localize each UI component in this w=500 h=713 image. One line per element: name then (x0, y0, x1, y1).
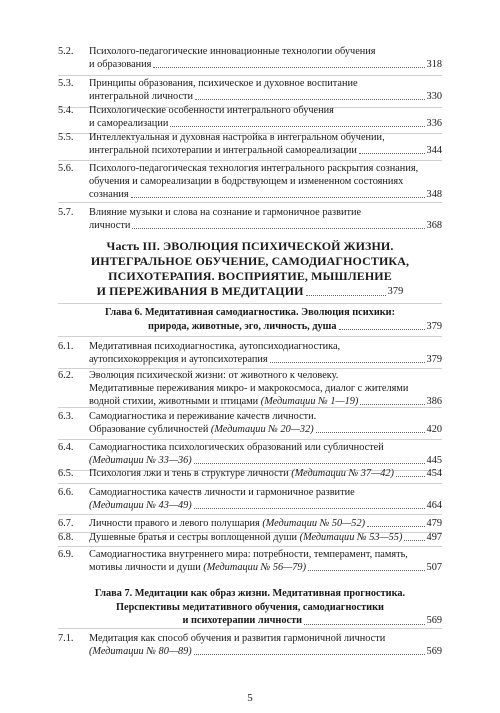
leader-dots (194, 454, 425, 464)
entry-title-cont: Образование субличностей (89, 424, 209, 435)
toc-entry[interactable] (58, 340, 442, 368)
chapter-page: 379 (426, 320, 442, 332)
entry-title-cont: мотивы личности и души (89, 562, 201, 573)
entry-page: 569 (426, 646, 442, 657)
entry-title: Личности правого и левого полушария (89, 518, 260, 529)
entry-title: Психологические особенности интегрального обучения (89, 105, 334, 116)
toc-entry[interactable] (58, 517, 442, 532)
entry-title: Принципы образования, психическое и духовное воспитание (89, 78, 358, 89)
page-number: 5 (247, 692, 253, 704)
leader-dots (304, 614, 424, 625)
entry-number: 6.3. (58, 411, 74, 422)
entry-number: 5.4. (58, 105, 74, 116)
leader-dots (306, 295, 386, 296)
chapter-page: 569 (426, 615, 443, 626)
entry-title-cont: аутопсихокоррекция и аутопсихотерапия (89, 354, 268, 365)
toc-entry[interactable] (58, 531, 442, 546)
entry-page: 386 (426, 396, 442, 407)
entry-title: Интеллектуальная и духовная настройка в интегральном обучении, (89, 132, 385, 143)
part-heading[interactable] (58, 239, 442, 299)
entry-number: 5.5. (58, 132, 74, 143)
entry-page: 344 (426, 145, 442, 156)
meditation-range: (Медитации № 1—19) (260, 396, 359, 407)
entry-title: Влияние музыки и слова на сознание и гармоничное развитие (89, 207, 362, 218)
divider (58, 75, 442, 76)
leader-dots (316, 423, 425, 433)
entry-title-cont: и самореализации (89, 118, 169, 129)
entry-title: Самодиагностика качеств личности и гармоничное развитие (89, 487, 355, 498)
leader-dots (339, 320, 425, 331)
part-page: 379 (387, 286, 404, 297)
divider (58, 628, 442, 629)
entry-title: Психолого-педагогическая технология интегрального раскрытия сознания, (89, 163, 419, 174)
divider (58, 407, 442, 408)
meditation-range: (Медитации № 43—49) (89, 500, 192, 511)
divider (58, 303, 442, 304)
leader-dots (396, 467, 425, 477)
entry-title: Эволюция психической жизни: от животного к человеку. (89, 370, 339, 381)
meditation-range: (Медитации № 56—79) (203, 562, 307, 573)
divider (58, 483, 442, 484)
toc-entry[interactable] (58, 467, 442, 482)
chapter-title-line: Глава 7. Медитации как образ жизни. Медитативная прогностика. (94, 588, 406, 599)
divider (58, 439, 442, 440)
meditation-range: (Медитации № 33—36) (89, 455, 192, 466)
entry-page: 445 (426, 455, 442, 466)
entry-page: 379 (426, 354, 442, 365)
leader-dots (308, 561, 425, 571)
leader-dots (360, 395, 424, 405)
entry-title: Психология лжи и тень в структуре личности (89, 468, 289, 479)
entry-page: 336 (426, 118, 442, 129)
entry-number: 6.8. (58, 532, 74, 543)
entry-number: 6.9. (58, 549, 74, 560)
meditation-range: (Медитации № 50—52) (262, 518, 366, 529)
leader-dots (359, 144, 425, 154)
part-title-line: Часть III. ЭВОЛЮЦИЯ ПСИХИЧЕСКОЙ ЖИЗНИ. (106, 239, 394, 253)
entry-title: Душевные братья и сестры воплощенной души (89, 532, 298, 543)
leader-dots (195, 90, 425, 100)
leader-dots (194, 645, 425, 655)
divider (58, 336, 442, 337)
entry-title: Самодиагностика внутреннего мира: потребности, темперамент, память, (89, 549, 408, 560)
toc-entry[interactable] (58, 441, 442, 469)
toc-entry[interactable] (58, 104, 442, 132)
chapter-title-line: Перспективы медитативного обучения, самодиагностики (116, 601, 384, 613)
entry-page: 420 (426, 424, 442, 435)
entry-title-cont: и образования (89, 59, 152, 70)
entry-number: 6.6. (58, 487, 74, 498)
entry-page: 348 (426, 189, 442, 200)
chapter-title-line: Глава 6. Медитативная самодиагностика. Эволюция психики: (104, 307, 396, 318)
leader-dots (132, 219, 424, 229)
entry-title-cont: личности (89, 220, 131, 231)
entry-page: 368 (426, 220, 442, 231)
entry-title-cont: интегральной личности (89, 91, 194, 102)
divider (58, 202, 442, 203)
entry-number: 6.1. (58, 341, 74, 352)
toc-entry[interactable] (58, 45, 442, 73)
part-title-line: ИНТЕГРАЛЬНОЕ ОБУЧЕНИЕ, САМОДИАГНОСТИКА, (90, 254, 410, 268)
toc-entry[interactable] (58, 206, 442, 234)
divider (58, 514, 442, 515)
entry-title-cont: Медитативные переживания микро- и макрокосмоса, диалог с жителями (89, 383, 409, 394)
leader-dots (404, 531, 424, 541)
chapter-title-line: природа, животные, эго, личность, душа (148, 320, 337, 332)
entry-title: Медитативная психодиагностика, аутопсиходиагностика, (89, 341, 341, 352)
meditation-range: (Медитации № 37—42) (291, 468, 394, 479)
meditation-range: (Медитации № 80—89) (89, 646, 192, 657)
entry-number: 6.4. (58, 442, 74, 453)
entry-title-cont: водной стихии, животными и птицами (89, 396, 259, 407)
toc-entry[interactable] (58, 77, 442, 105)
toc-entry[interactable] (58, 162, 442, 203)
chapter-title-line: и психотерапии личности (182, 615, 303, 626)
entry-title-cont: обучения и самореализации в бодрствующем и измененном состояниях (89, 176, 404, 187)
part-title-line: ПСИХОТЕРАПИЯ. ВОСПРИЯТИЕ, МЫШЛЕНИЕ (108, 269, 392, 283)
toc-entry[interactable] (58, 410, 442, 438)
entry-number: 5.6. (58, 163, 74, 174)
chapter-heading[interactable] (58, 306, 442, 333)
entry-number: 5.3. (58, 78, 74, 89)
leader-dots (131, 188, 425, 198)
entry-number: 5.7. (58, 207, 74, 218)
toc-entry[interactable] (58, 632, 442, 660)
entry-number: 6.2. (58, 370, 74, 381)
entry-title-cont: интегральной психотерапии и интегральной самореализации (89, 145, 357, 156)
entry-title: Самодиагностика психологических образований или субличностей (89, 442, 384, 453)
meditation-range: (Медитации № 20—32) (210, 424, 314, 435)
entry-number: 6.5. (58, 468, 74, 479)
entry-page: 507 (426, 562, 442, 573)
entry-title: Медитация как способ обучения и развития гармоничной личности (89, 633, 386, 644)
entry-page: 330 (426, 91, 442, 102)
entry-number: 5.2. (58, 46, 74, 57)
leader-dots (270, 353, 425, 363)
entry-page: 464 (426, 500, 442, 511)
entry-title: Самодиагностика и переживание качеств личности. (89, 411, 317, 422)
entry-number: 7.1. (58, 633, 74, 644)
divider (58, 546, 442, 547)
leader-dots (367, 517, 425, 527)
leader-dots (170, 117, 424, 127)
toc-entry[interactable] (58, 486, 442, 514)
entry-title-cont: сознания (89, 189, 129, 200)
toc-entry[interactable] (58, 131, 442, 159)
leader-dots (194, 499, 425, 509)
leader-dots (153, 58, 424, 68)
entry-page: 454 (426, 468, 442, 479)
entry-page: 479 (426, 518, 442, 529)
entry-page: 318 (426, 59, 442, 70)
entry-number: 6.7. (58, 518, 74, 529)
meditation-range: (Медитации № 53—55) (299, 532, 403, 543)
entry-page: 497 (426, 532, 442, 543)
entry-title: Психолого-педагогические инновационные технологии обучения (89, 46, 376, 57)
part-title-line: И ПЕРЕЖИВАНИЯ В МЕДИТАЦИИ (96, 284, 304, 298)
divider (58, 160, 442, 161)
toc-entry[interactable] (58, 548, 442, 576)
chapter-heading[interactable] (58, 587, 442, 628)
